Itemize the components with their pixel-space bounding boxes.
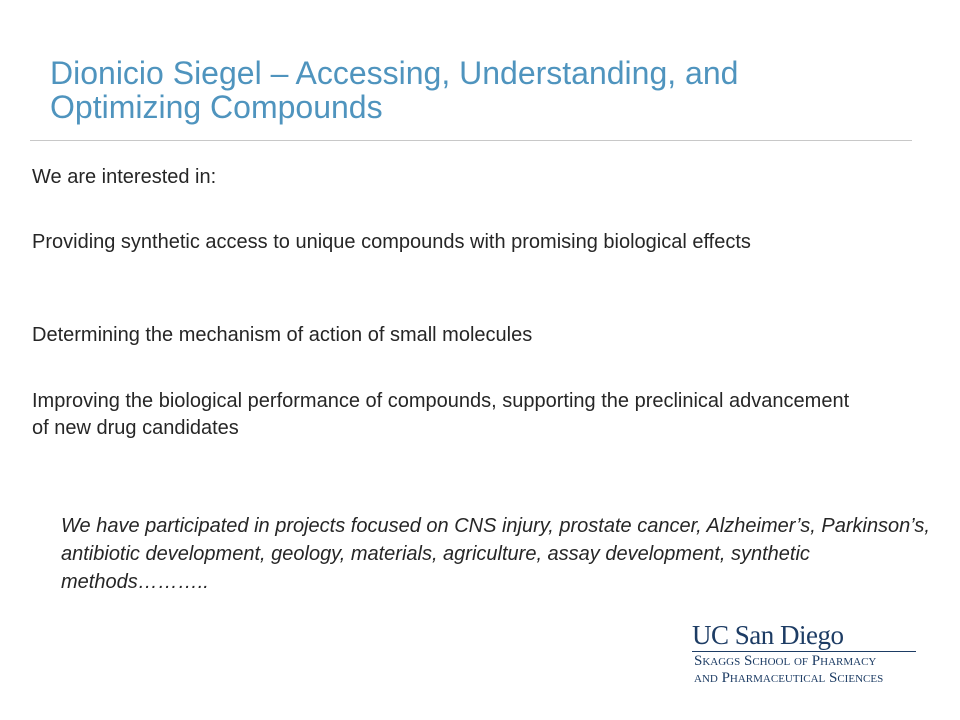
interest-item-performance: Improving the biological performance of compounds, supporting the preclinical advancement of new drug candidates xyxy=(32,390,850,439)
interest-item-mechanism: Determining the mechanism of action of small molecules xyxy=(32,324,533,346)
projects-note: We have participated in projects focused on CNS injury, prostate cancer, Alzheimer’s, Parkinson’s, antibiotic development, geology, materials, agriculture, assay development, synthetic methods……….. xyxy=(61,515,930,593)
slide-title: Dionicio Siegel – Accessing, Understanding, and Optimizing Compounds xyxy=(50,55,739,125)
ucsd-pharmacy-logo xyxy=(690,620,920,688)
intro-text: We are interested in: xyxy=(32,166,217,188)
logo-school-subtitle: and Pharmaceutical Sciences xyxy=(694,670,884,686)
logo-divider xyxy=(692,651,916,652)
logo-ucsd-wordmark: UC San Diego xyxy=(692,620,844,650)
interest-item-synthetic-access: Providing synthetic access to unique compounds with promising biological effects xyxy=(32,231,751,253)
logo-school-name: Skaggs School of Pharmacy xyxy=(694,653,877,669)
title-divider xyxy=(30,140,912,141)
